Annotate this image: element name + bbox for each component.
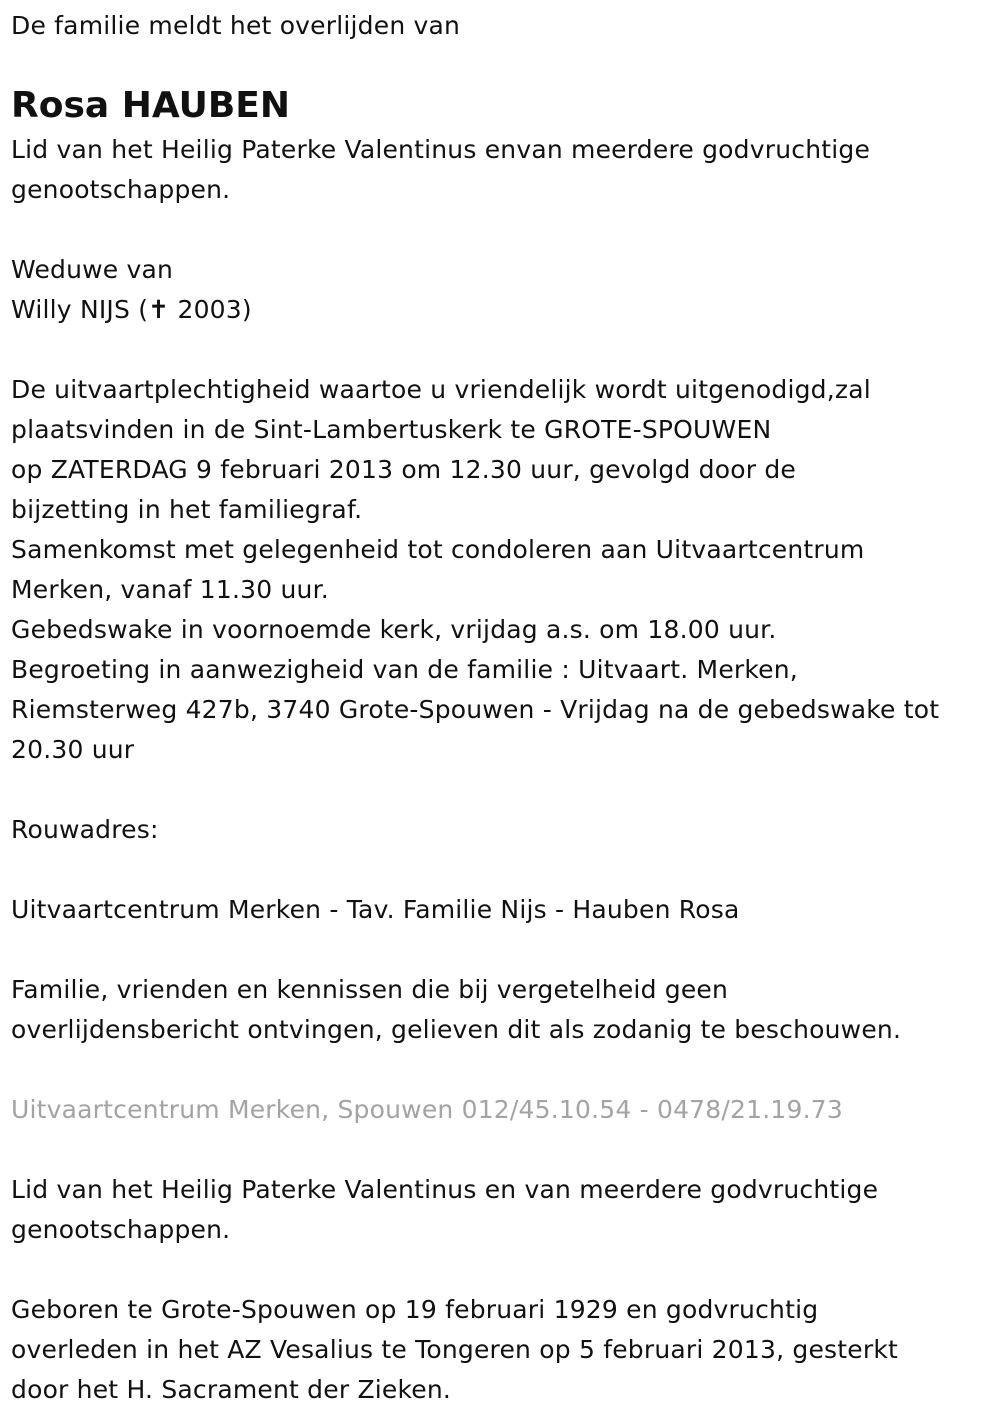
- notice-line: Familie, vrienden en kennissen die bij vergetelheid geen: [11, 975, 729, 1004]
- spacer: [11, 1250, 1000, 1290]
- widow-label: Weduwe van: [11, 255, 174, 284]
- biography-line: door het H. Sacrament der Zieken.: [11, 1375, 452, 1404]
- membership-full-line: genootschappen.: [11, 1215, 231, 1244]
- spouse-name: Willy NIJS (✝ 2003): [11, 295, 252, 324]
- membership-line: genootschappen.: [11, 175, 231, 204]
- funeral-line: De uitvaartplechtigheid waartoe u vriendelijk wordt uitgenodigd,zal: [11, 375, 871, 404]
- funeral-line: bijzetting in het familiegraf.: [11, 495, 363, 524]
- funeral-line: Samenkomst met gelegenheid tot condoleren aan Uitvaartcentrum: [11, 535, 865, 564]
- funeral-line: plaatsvinden in de Sint-Lambertuskerk te GROTE-SPOUWEN: [11, 415, 772, 444]
- spacer: [11, 850, 1000, 890]
- intro-text: De familie meldt het overlijden van: [11, 11, 461, 40]
- spacer: [11, 1050, 1000, 1090]
- funeral-home-contact: Uitvaartcentrum Merken, Spouwen 012/45.10.54 - 0478/21.19.73: [11, 1095, 843, 1124]
- membership-line: Lid van het Heilig Paterke Valentinus envan meerdere godvruchtige: [11, 135, 871, 164]
- biography-line: overleden in het AZ Vesalius te Tongeren op 5 februari 2013, gesterkt: [11, 1335, 899, 1364]
- membership-full-line: Lid van het Heilig Paterke Valentinus en van meerdere godvruchtige: [11, 1175, 879, 1204]
- deceased-name: Rosa HAUBEN: [11, 85, 290, 126]
- spacer: [11, 930, 1000, 970]
- funeral-line: Riemsterweg 427b, 3740 Grote-Spouwen - Vrijdag na de gebedswake tot: [11, 695, 940, 724]
- mourning-address: Uitvaartcentrum Merken - Tav. Familie Nijs - Hauben Rosa: [11, 895, 740, 924]
- mourning-address-label: Rouwadres:: [11, 815, 159, 844]
- spacer: [11, 210, 1000, 250]
- biography-line: Geboren te Grote-Spouwen op 19 februari 1929 en godvruchtig: [11, 1295, 819, 1324]
- funeral-line: 20.30 uur: [11, 735, 135, 764]
- funeral-line: Begroeting in aanwezigheid van de familie : Uitvaart. Merken,: [11, 655, 798, 684]
- funeral-line: op ZATERDAG 9 februari 2013 om 12.30 uur, gevolgd door de: [11, 455, 796, 484]
- spacer: [11, 330, 1000, 370]
- spacer: [11, 770, 1000, 810]
- funeral-line: Merken, vanaf 11.30 uur.: [11, 575, 329, 604]
- spacer: [11, 1130, 1000, 1170]
- funeral-line: Gebedswake in voornoemde kerk, vrijdag a.s. om 18.00 uur.: [11, 615, 777, 644]
- notice-line: overlijdensbericht ontvingen, gelieven dit als zodanig te beschouwen.: [11, 1015, 902, 1044]
